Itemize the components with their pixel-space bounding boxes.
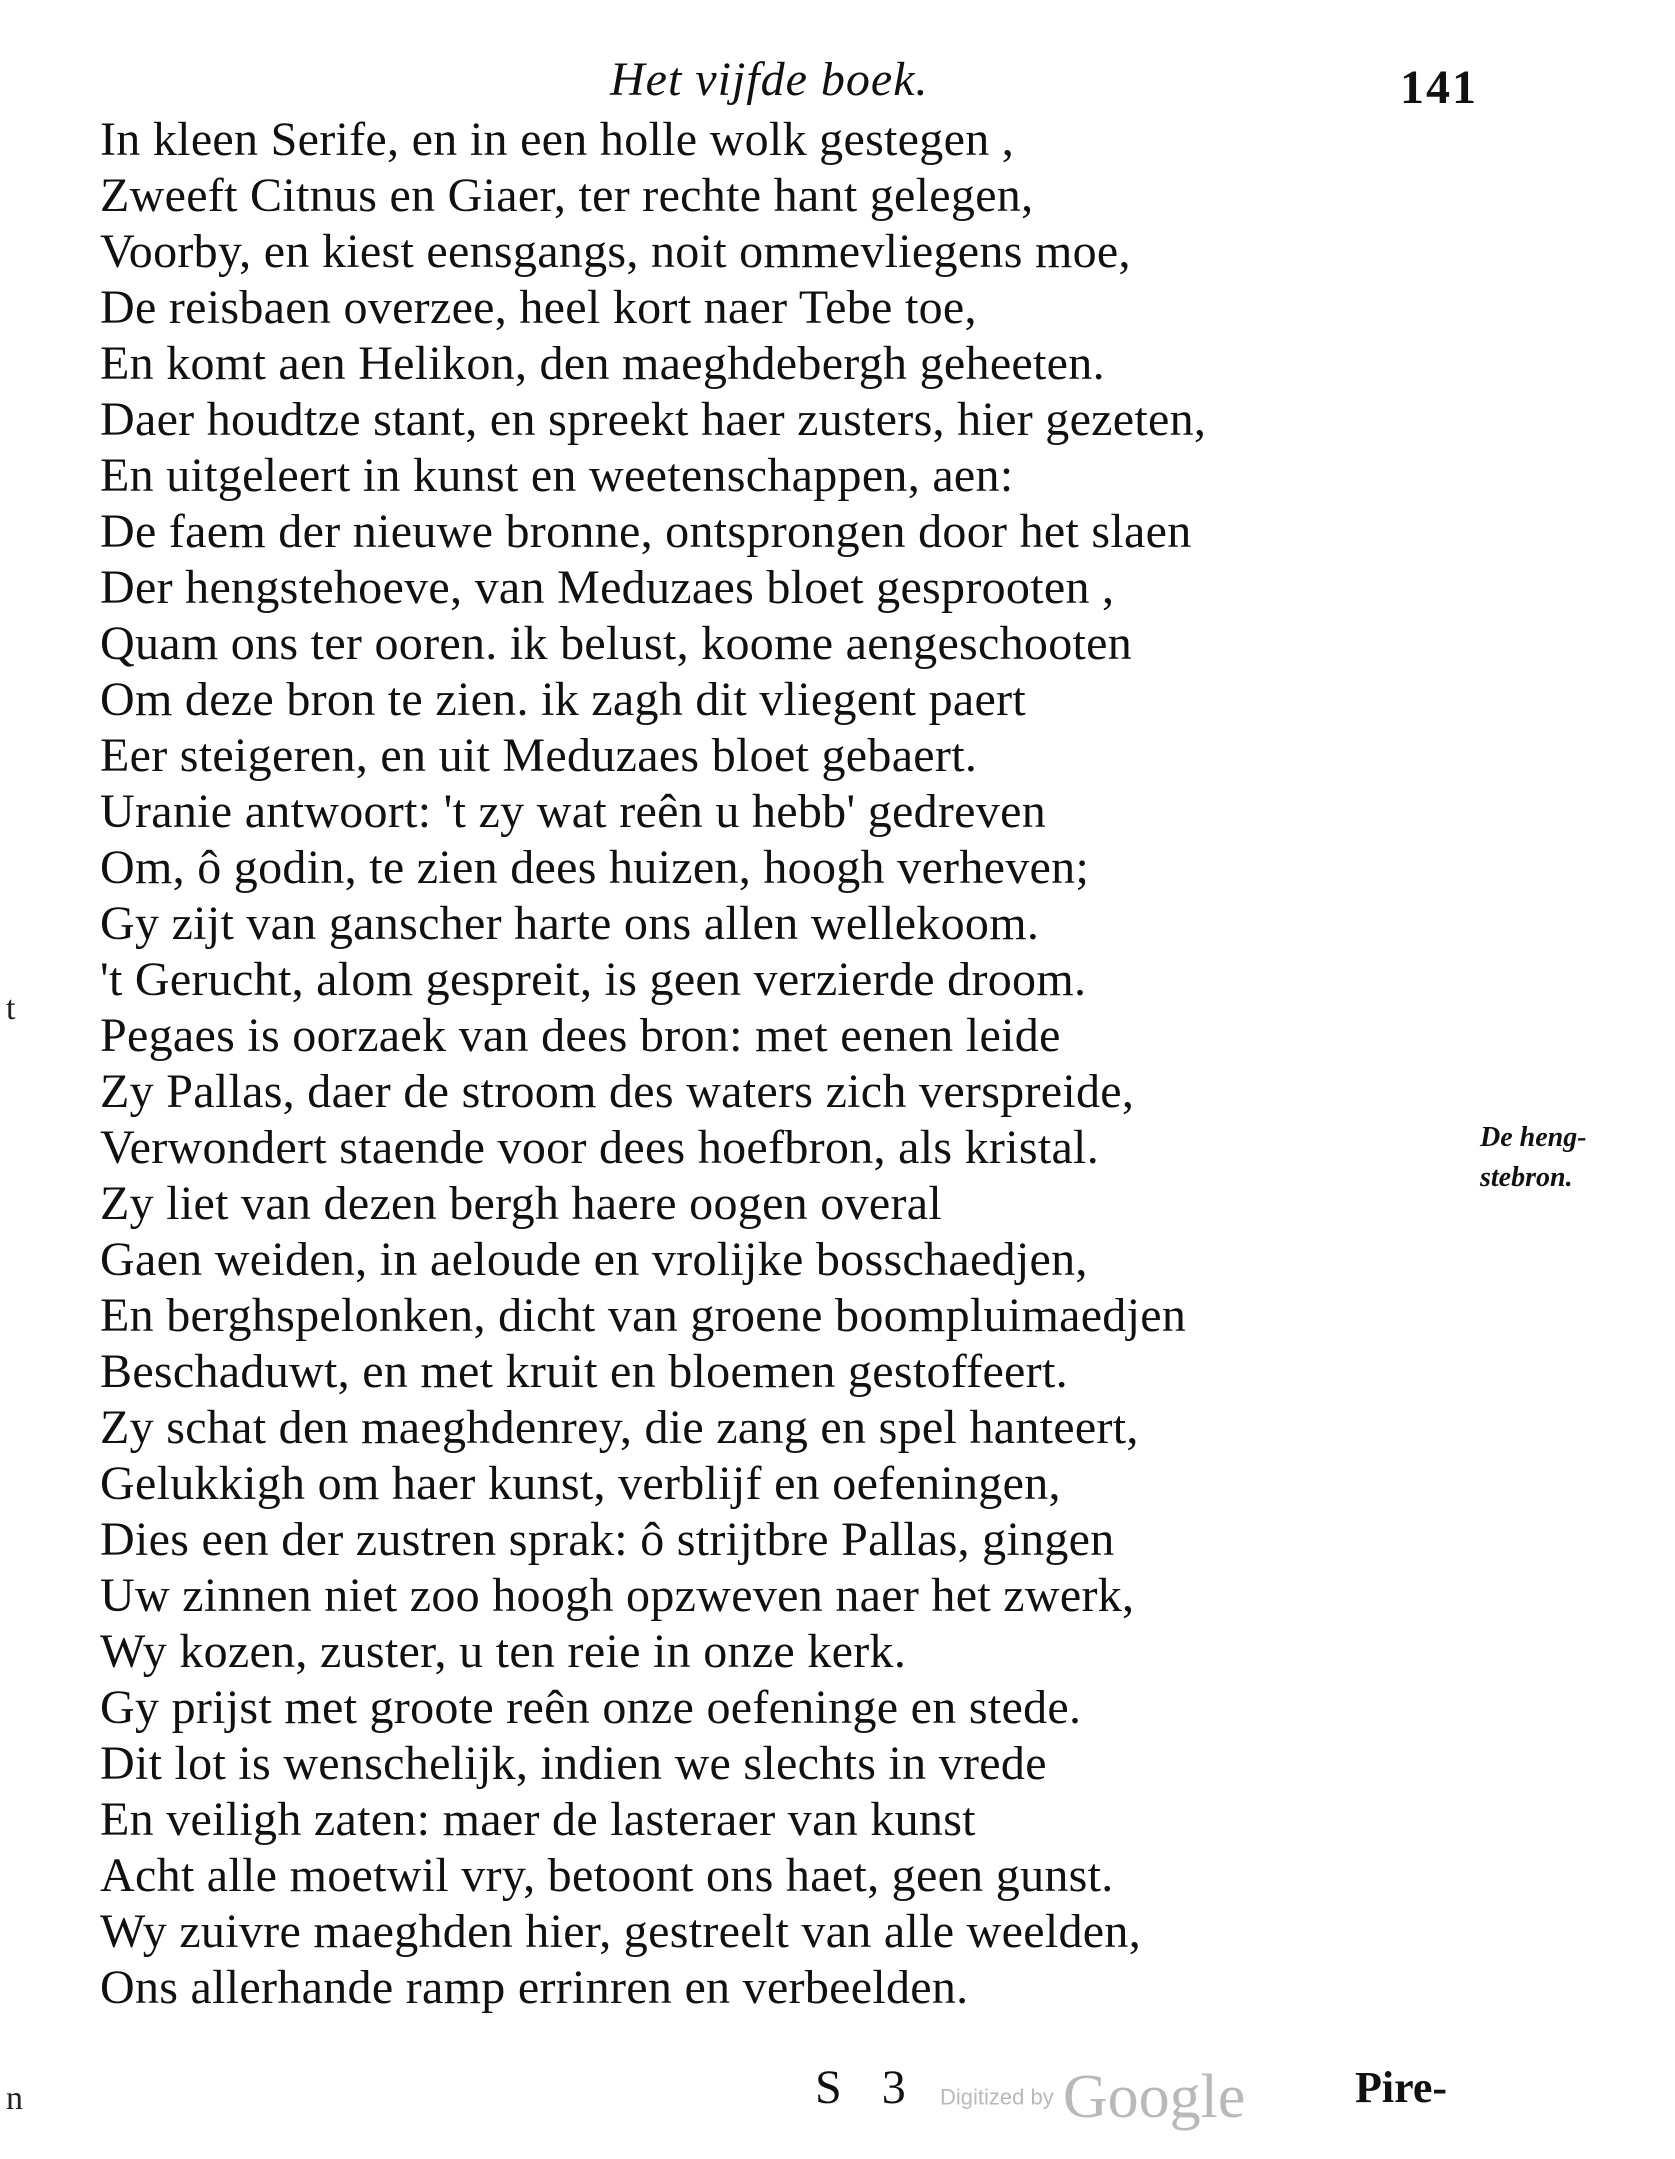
page-footer — [0, 2060, 1675, 2140]
verse-line: In kleen Serife, en in een holle wolk gestegen , — [100, 113, 1015, 166]
watermark-text: Digitized by — [940, 2084, 1054, 2110]
verse-line: Pegaes is oorzaek van dees bron: met eenen leide — [100, 1009, 1061, 1062]
verse-line: Om deze bron te zien. ik zagh dit vliegent paert — [100, 673, 1027, 726]
verse-line: Dit lot is wenschelijk, indien we slechts in vrede — [100, 1737, 1047, 1790]
margin-sidenote — [1480, 1118, 1640, 1198]
verse-line: Verwondert staende voor dees hoefbron, als kristal. — [100, 1121, 1099, 1174]
running-title: Het vijfde boek. — [610, 53, 929, 106]
verse-line: Wy kozen, zuster, u ten reie in onze kerk. — [100, 1625, 907, 1678]
verse-line: Om, ô godin, te zien dees huizen, hoogh verheven; — [100, 841, 1090, 894]
left-margin-mark: n — [6, 2080, 23, 2117]
verse-line: De reisbaen overzee, heel kort naer Tebe toe, — [100, 281, 977, 334]
verse-line: Zweeft Citnus en Giaer, ter rechte hant gelegen, — [100, 169, 1034, 222]
verse-line: Quam ons ter ooren. ik belust, koome aengeschooten — [100, 617, 1133, 670]
verse-line: Dies een der zustren sprak: ô strijtbre Pallas, gingen — [100, 1513, 1115, 1566]
verse-line: Daer houdtze stant, en spreekt haer zusters, hier gezeten, — [100, 393, 1207, 446]
verse-line: Ons allerhande ramp errinren en verbeelden. — [100, 1961, 969, 2014]
verse-line: 't Gerucht, alom gespreit, is geen verzierde droom. — [100, 953, 1087, 1006]
verse-line: Acht alle moetwil vry, betoont ons haet, geen gunst. — [100, 1849, 1114, 1902]
verse-line: Uw zinnen niet zoo hoogh opzweven naer het zwerk, — [100, 1569, 1135, 1622]
verse-line: En uitgeleert in kunst en weetenschappen, aen: — [100, 449, 1014, 502]
left-margin-mark: t — [6, 990, 16, 1027]
digitization-watermark — [940, 2062, 1245, 2133]
verse-line: Zy schat den maeghdenrey, die zang en spel hanteert, — [100, 1401, 1139, 1454]
sidenote-line: De heng- — [1480, 1122, 1587, 1153]
verse-line: Beschaduwt, en met kruit en bloemen gestoffeert. — [100, 1345, 1068, 1398]
catchword: Pire- — [1355, 2063, 1448, 2112]
verse-line: En komt aen Helikon, den maeghdebergh geheeten. — [100, 337, 1105, 390]
verse-line: Uranie antwoort: 't zy wat reên u hebb' gedreven — [100, 785, 1046, 838]
verse-line: Wy zuivre maeghden hier, gestreelt van alle weelden, — [100, 1905, 1141, 1958]
sidenote-line: stebron. — [1480, 1162, 1573, 1193]
verse-line: Gaen weiden, in aeloude en vrolijke bosschaedjen, — [100, 1233, 1088, 1286]
verse-line: Gy prijst met groote reên onze oefeninge en stede. — [100, 1681, 1082, 1734]
verse-line: De faem der nieuwe bronne, ontsprongen door het slaen — [100, 505, 1192, 558]
verse-line: Der hengstehoeve, van Meduzaes bloet gesprooten , — [100, 561, 1115, 614]
verse-line: Gy zijt van ganscher harte ons allen wellekoom. — [100, 897, 1040, 950]
verse-line: Voorby, en kiest eensgangs, noit ommevliegens moe, — [100, 225, 1131, 278]
watermark-logo: Google — [1062, 2063, 1246, 2131]
verse-line: Eer steigeren, en uit Meduzaes bloet gebaert. — [100, 729, 978, 782]
verse-line: En berghspelonken, dicht van groene boompluimaedjen — [100, 1289, 1187, 1342]
verse-line: Zy Pallas, daer de stroom des waters zich verspreide, — [100, 1065, 1135, 1118]
verse-text — [100, 112, 1500, 2016]
verse-line: Zy liet van dezen bergh haere oogen overal — [100, 1177, 943, 1230]
signature-mark: S 3 — [815, 2061, 920, 2114]
page-number: 141 — [1400, 61, 1478, 114]
verse-line: En veiligh zaten: maer de lasteraer van kunst — [100, 1793, 976, 1846]
verse-line: Gelukkigh om haer kunst, verblijf en oefeningen, — [100, 1457, 1061, 1510]
